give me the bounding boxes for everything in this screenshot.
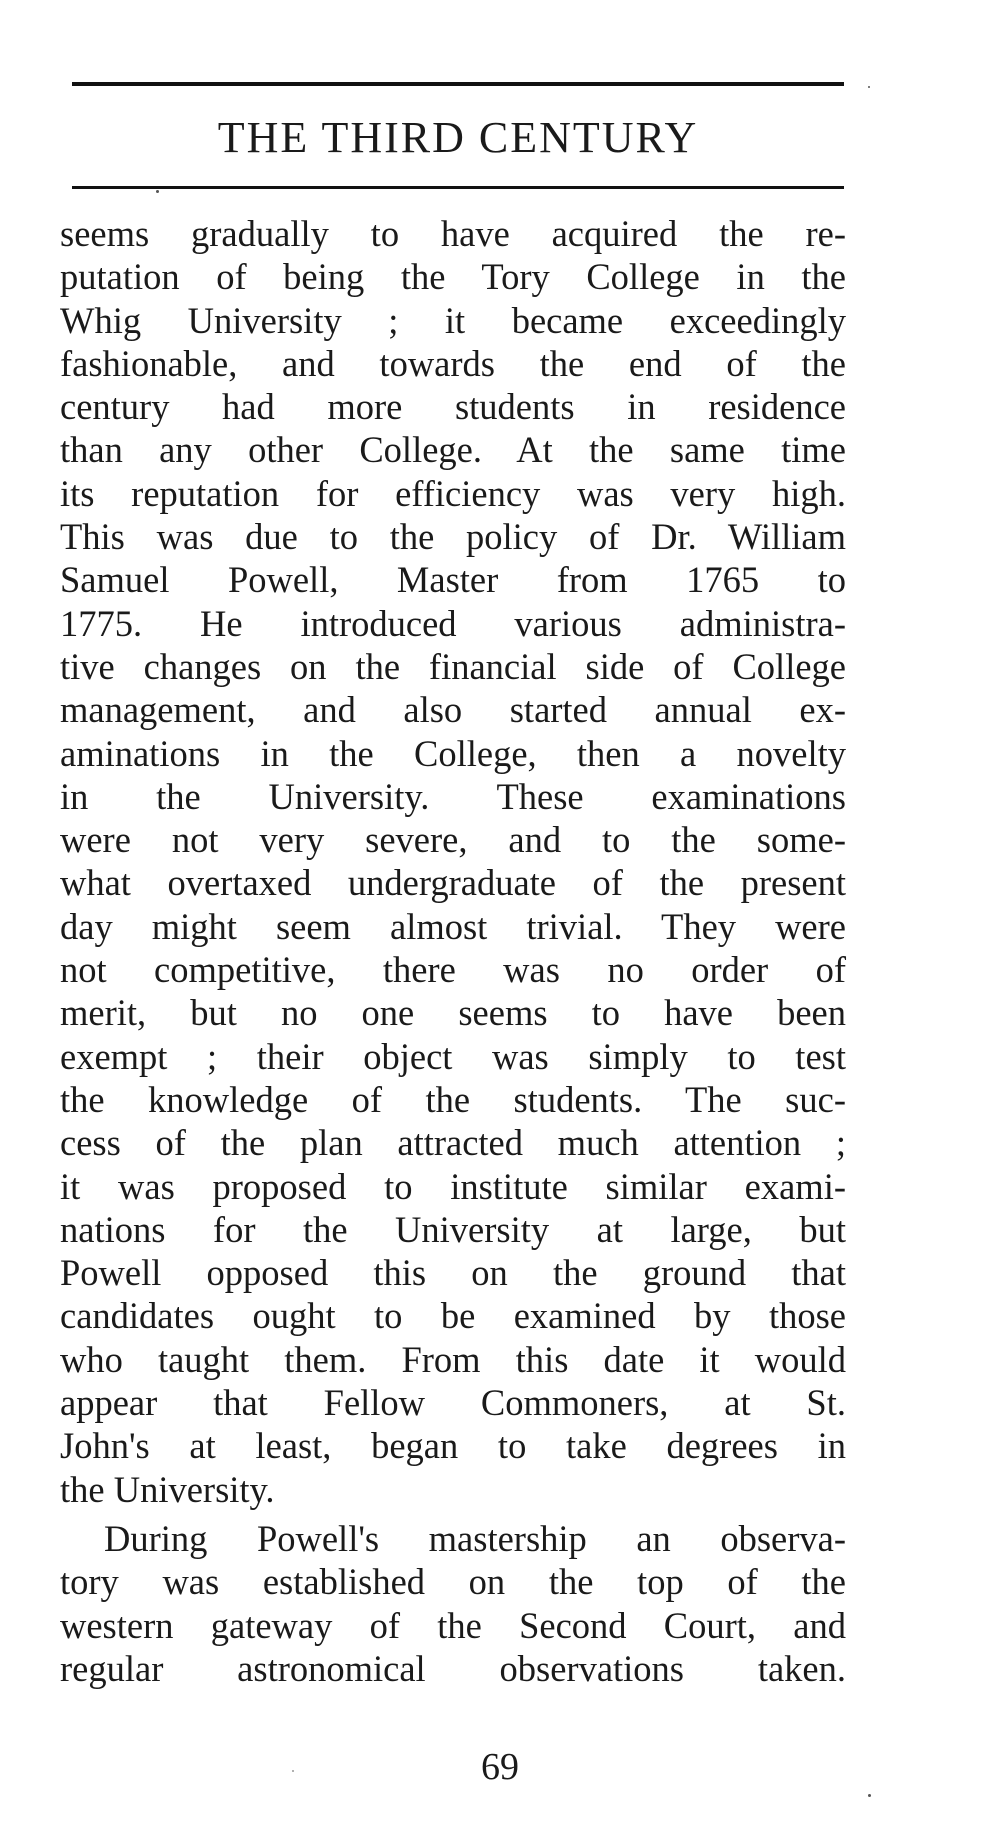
text-line: what overtaxed undergraduate of the present [60, 862, 846, 904]
text-line: century had more students in residence [60, 386, 846, 428]
text-line: fashionable, and towards the end of the [60, 342, 846, 384]
print-speck [868, 1794, 871, 1797]
text-line: than any other College. At the same time [60, 429, 846, 471]
text-line: John's at least, began to take degrees in [60, 1425, 846, 1467]
text-line: day might seem almost trivial. They were [60, 905, 846, 947]
text-line: nations for the University at large, but [60, 1208, 846, 1250]
text-line: aminations in the College, then a novelty [60, 732, 846, 774]
text-line: in the University. These examinations [60, 775, 846, 817]
text-line: Powell opposed this on the ground that [60, 1252, 846, 1294]
text-line: the University. [60, 1468, 275, 1510]
text-line: not competitive, there was no order of [60, 949, 846, 991]
text-line: the knowledge of the students. The suc- [60, 1078, 846, 1120]
text-line: During Powell's mastership an observa- [104, 1517, 846, 1559]
text-line: who taught them. From this date it would [60, 1338, 846, 1380]
text-line: tory was established on the top of the [60, 1561, 846, 1603]
text-line: merit, but no one seems to have been [60, 992, 846, 1034]
print-speck [156, 190, 159, 193]
header-rule-top [72, 82, 844, 86]
text-line: were not very severe, and to the some- [60, 819, 846, 861]
header-rule-bottom [72, 186, 844, 189]
paragraph-2 [60, 1517, 846, 1690]
body-text [60, 212, 846, 1690]
text-line: Whig University ; it became exceedingly [60, 299, 846, 341]
text-line: it was proposed to institute similar exami- [60, 1165, 846, 1207]
text-line: candidates ought to be examined by those [60, 1295, 846, 1337]
text-line: 1775. He introduced various administra- [60, 602, 846, 644]
text-line: regular astronomical observations taken. [60, 1647, 846, 1689]
text-line: seems gradually to have acquired the re- [60, 213, 846, 254]
text-line: appear that Fellow Commoners, at St. [60, 1382, 846, 1424]
text-line: management, and also started annual ex- [60, 689, 846, 731]
running-head: THE THIRD CENTURY [217, 113, 699, 162]
print-speck [292, 1770, 294, 1772]
print-speck [868, 86, 870, 88]
text-line: western gateway of the Second Court, and [60, 1604, 846, 1646]
text-line: its reputation for efficiency was very high. [60, 472, 846, 514]
text-line: exempt ; their object was simply to test [60, 1035, 846, 1077]
text-line: cess of the plan attracted much attention ; [60, 1122, 846, 1164]
text-line: Samuel Powell, Master from 1765 to [60, 559, 846, 601]
text-line: tive changes on the financial side of College [60, 645, 846, 687]
text-line: This was due to the policy of Dr. William [60, 516, 846, 558]
page-number: 69 [481, 1746, 519, 1788]
paragraph-1 [60, 212, 846, 1511]
text-line: putation of being the Tory College in the [60, 256, 846, 298]
